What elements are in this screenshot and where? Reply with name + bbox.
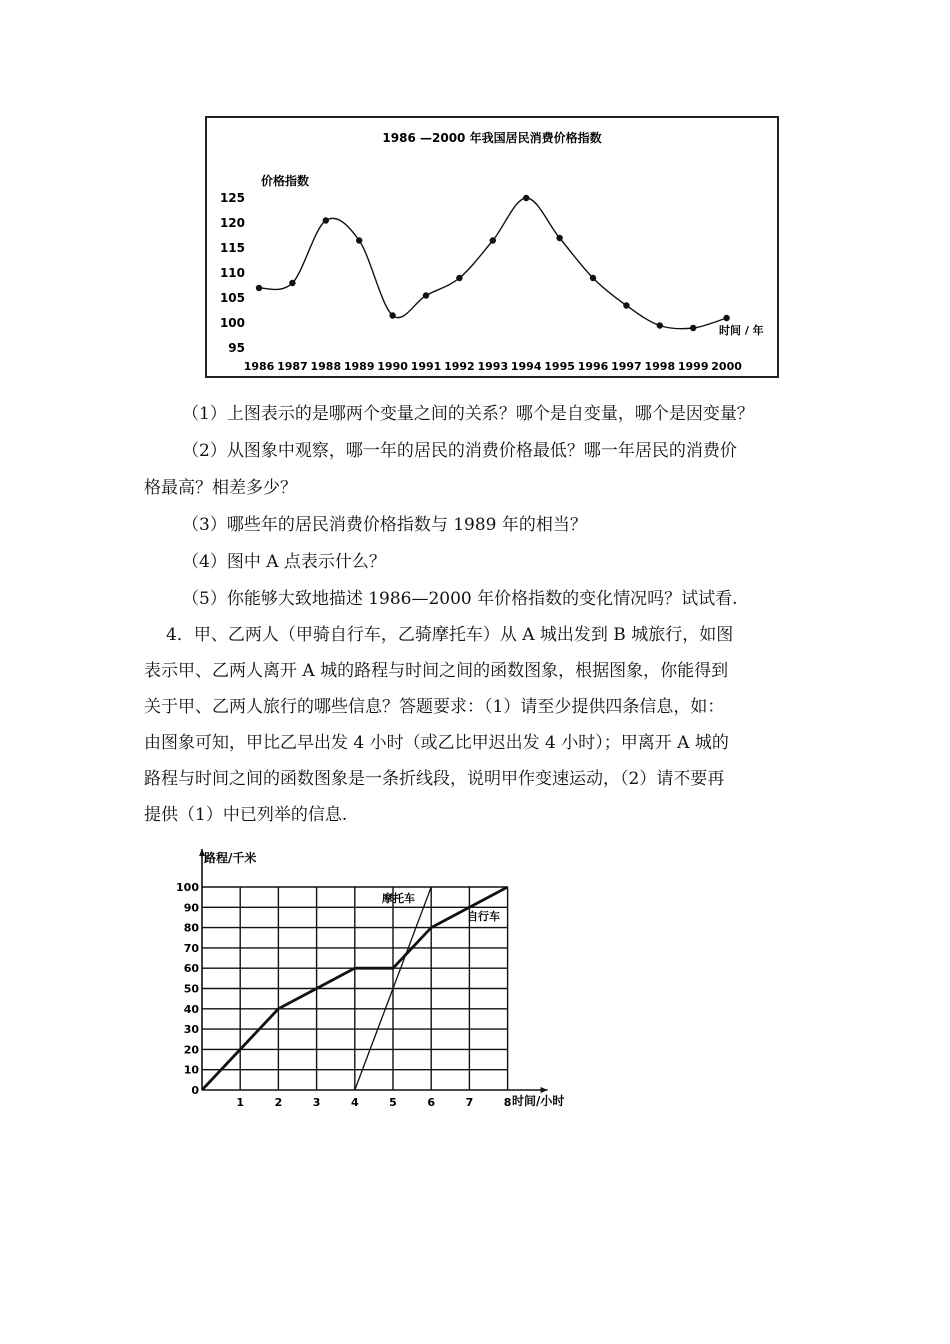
travel-x-tick-label: 5 xyxy=(389,1096,397,1109)
travel-x-tick-label: 8 xyxy=(503,1096,512,1109)
cpi-x-tick-label: 1990 xyxy=(377,360,408,373)
travel-x-axis-arrow xyxy=(541,1087,548,1093)
cpi-data-point xyxy=(623,302,629,308)
cpi-data-point xyxy=(323,217,329,223)
problem-4-line-6: 提供（1）中已列举的信息. xyxy=(144,805,348,825)
travel-x-tick-label: 2 xyxy=(274,1096,283,1109)
travel-y-tick-label: 40 xyxy=(183,1002,199,1016)
cpi-chart-svg xyxy=(207,118,777,376)
cpi-data-point xyxy=(590,275,596,281)
cpi-x-tick-label: 1989 xyxy=(343,360,375,373)
cpi-chart xyxy=(205,116,779,378)
question-4: （4）图中 A 点表示什么？ xyxy=(182,552,386,572)
question-5: （5）你能够大致地描述 1986—2000 年价格指数的变化情况吗？试试看. xyxy=(182,589,738,609)
question-2-continued: 格最高？相差多少？ xyxy=(144,478,297,498)
cpi-y-tick-label: 110 xyxy=(219,266,245,280)
cpi-data-point xyxy=(556,235,562,241)
cpi-y-tick-label: 125 xyxy=(219,191,245,205)
question-3: （3）哪些年的居民消费价格指数与 1989 年的相当？ xyxy=(182,515,587,535)
problem-4-line-2: 表示甲、乙两人离开 A 城的路程与时间之间的函数图象，根据图象，你能得到 xyxy=(144,661,729,681)
cpi-x-tick-label: 2000 xyxy=(711,360,742,373)
problem-4-line-5: 路程与时间之间的函数图象是一条折线段，说明甲作变速运动，（2）请不要再 xyxy=(144,769,725,789)
cpi-y-axis-label: 价格指数 xyxy=(261,174,310,188)
travel-y-tick-label: 70 xyxy=(183,941,199,955)
travel-y-tick-label: 0 xyxy=(191,1084,199,1097)
cpi-data-point xyxy=(490,237,496,243)
cpi-y-tick-label: 105 xyxy=(219,291,245,305)
travel-x-tick-label: 7 xyxy=(465,1096,474,1109)
travel-x-tick-label: 1 xyxy=(236,1096,245,1109)
cpi-x-tick-label: 1988 xyxy=(310,360,342,373)
travel-y-axis-label: 路程/千米 xyxy=(204,851,257,865)
cpi-x-tick-label: 1995 xyxy=(544,360,575,373)
bicycle-series-label: 自行车 xyxy=(467,910,500,923)
cpi-x-tick-label: 1991 xyxy=(410,360,442,373)
cpi-y-tick-label: 95 xyxy=(228,341,245,355)
cpi-data-point xyxy=(423,292,429,298)
travel-y-tick-label: 60 xyxy=(183,962,199,976)
cpi-y-tick-label: 115 xyxy=(219,241,245,255)
travel-x-axis-label: 时间/小时 xyxy=(512,1094,565,1108)
travel-y-tick-label: 50 xyxy=(183,982,199,996)
cpi-y-tick-label: 100 xyxy=(219,316,245,330)
cpi-x-tick-label: 1992 xyxy=(444,360,475,373)
cpi-x-tick-label: 1986 xyxy=(243,360,275,373)
cpi-y-tick-label: 120 xyxy=(219,216,245,230)
cpi-data-point xyxy=(523,195,529,201)
problem-4-line-3: 关于甲、乙两人旅行的哪些信息？答题要求：（1）请至少提供四条信息，如： xyxy=(144,697,725,717)
cpi-data-point xyxy=(289,280,295,286)
cpi-data-point xyxy=(657,322,663,328)
cpi-x-axis-label: 时间 / 年 xyxy=(719,324,764,337)
travel-y-tick-label: 10 xyxy=(183,1063,199,1077)
cpi-x-tick-label: 1996 xyxy=(577,360,609,373)
cpi-data-point xyxy=(389,312,395,318)
travel-y-tick-label: 30 xyxy=(183,1023,199,1037)
travel-x-tick-label: 6 xyxy=(427,1096,436,1109)
cpi-data-point xyxy=(723,315,729,321)
cpi-x-tick-label: 1998 xyxy=(644,360,676,373)
travel-chart xyxy=(170,840,590,1120)
cpi-data-point xyxy=(356,237,362,243)
travel-x-tick-label: 3 xyxy=(312,1096,321,1109)
cpi-x-tick-label: 1987 xyxy=(277,360,308,373)
cpi-x-tick-label: 1994 xyxy=(510,360,542,373)
cpi-data-point xyxy=(256,285,262,291)
cpi-x-tick-label: 1999 xyxy=(677,360,709,373)
cpi-data-point xyxy=(456,275,462,281)
problem-4-line-1: 4．甲、乙两人（甲骑自行车，乙骑摩托车）从 A 城出发到 B 城旅行，如图 xyxy=(166,625,734,645)
travel-y-tick-label: 80 xyxy=(183,921,199,935)
travel-y-tick-label: 100 xyxy=(176,881,199,894)
cpi-x-tick-label: 1997 xyxy=(611,360,642,373)
travel-y-tick-label: 20 xyxy=(183,1043,199,1057)
cpi-data-point xyxy=(690,325,696,331)
travel-y-tick-label: 90 xyxy=(183,901,199,915)
cpi-series-line xyxy=(259,198,727,329)
travel-x-tick-label: 4 xyxy=(350,1096,359,1109)
motorcycle-series-label: 摩托车 xyxy=(382,892,415,905)
question-1: （1）上图表示的是哪两个变量之间的关系？哪个是自变量，哪个是因变量？ xyxy=(182,404,754,424)
cpi-x-tick-label: 1993 xyxy=(477,360,509,373)
cpi-chart-title: 1986 —2000 年我国居民消费价格指数 xyxy=(382,131,602,145)
problem-4-line-4: 由图象可知，甲比乙早出发 4 小时（或乙比甲迟出发 4 小时）；甲离开 A 城的 xyxy=(144,733,729,753)
question-2: （2）从图象中观察，哪一年的居民的消费价格最低？哪一年居民的消费价 xyxy=(182,441,737,461)
